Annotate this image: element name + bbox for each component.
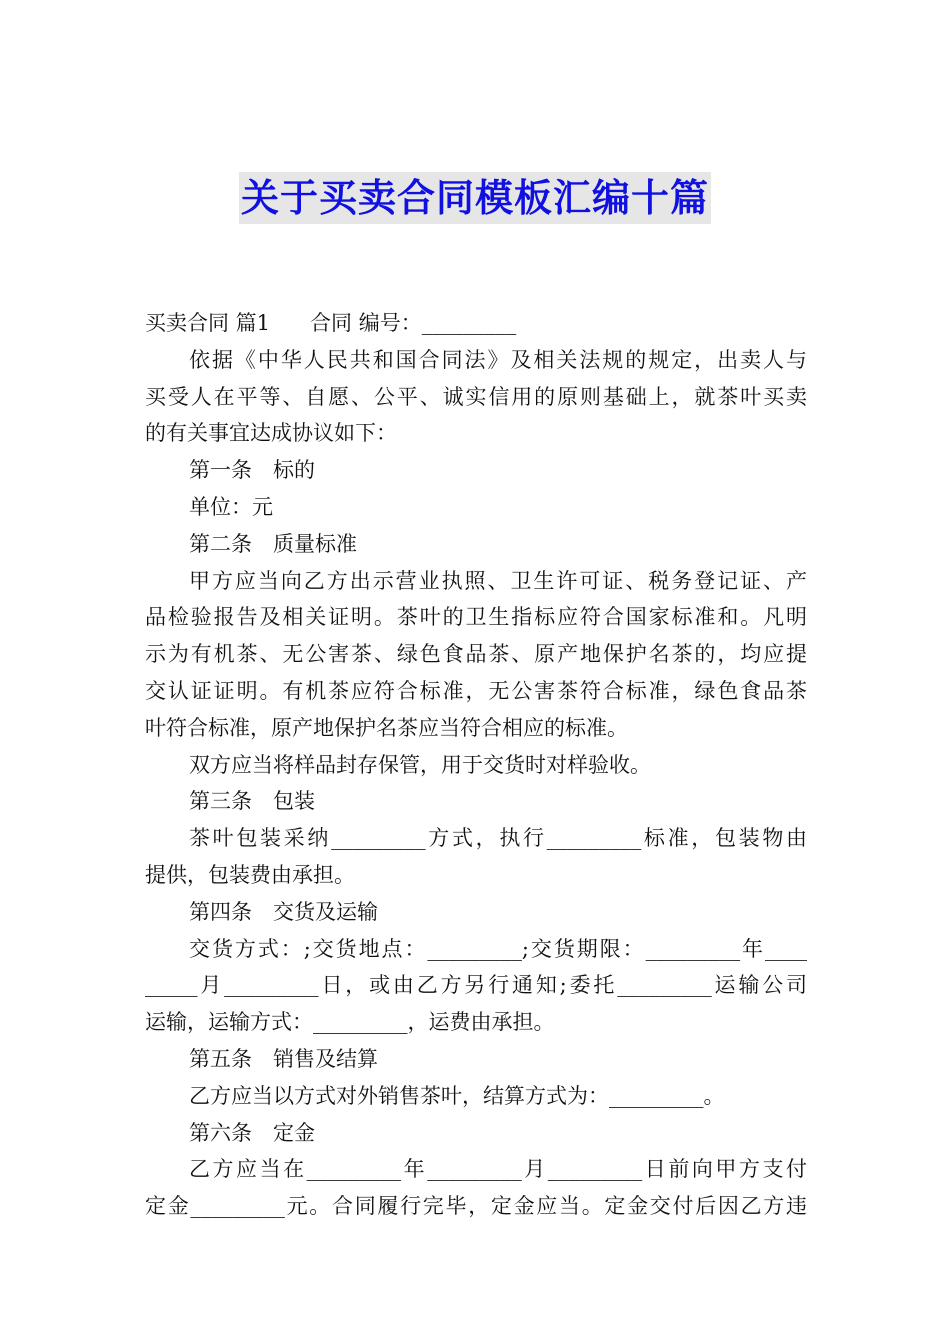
- paragraph-line: 运输，运输方式：_________，运费由承担。: [145, 1010, 555, 1035]
- contract-number: 合同 编号：_________: [310, 311, 517, 335]
- paragraph-line: 交认证证明。有机茶应符合标准，无公害茶符合标准，绿色食品茶: [145, 678, 807, 703]
- paragraph-line: 乙方应当在_________年_________月_________日前向甲方支付: [189, 1157, 807, 1182]
- paragraph-line: 品检验报告及相关证明。茶叶的卫生指标应符合国家标准和。凡明: [145, 605, 807, 630]
- document-title: 关于买卖合同模板汇编十篇: [239, 172, 711, 224]
- paragraph-line: 茶叶包装采纳_________方式，执行_________标准，包装物由: [189, 826, 807, 851]
- contract-heading: 买卖合同 篇1: [145, 311, 271, 335]
- paragraph-line: _____月_________日，或由乙方另行通知;委托_________运输公司: [145, 973, 807, 998]
- paragraph-line: 依据《中华人民共和国合同法》及相关法规的规定，出卖人与: [189, 347, 807, 372]
- paragraph-line: 提供，包装费由承担。: [145, 862, 355, 887]
- paragraph-line: 的有关事宜达成协议如下：: [145, 421, 397, 446]
- article-heading: 第五条 销售及结算: [189, 1046, 378, 1071]
- document-body: [145, 305, 807, 1225]
- paragraph-line: 单位：元: [189, 494, 273, 519]
- paragraph-line: 甲方应当向乙方出示营业执照、卫生许可证、税务登记证、产: [189, 568, 807, 593]
- paragraph-line: 定金_________元。合同履行完毕，定金应当。定金交付后因乙方违: [145, 1194, 807, 1219]
- article-heading: 第二条 质量标准: [189, 531, 357, 556]
- paragraph-line: 交货方式：;交货地点：_________;交货期限：_________年____: [189, 936, 807, 961]
- title-wrap: [0, 172, 950, 224]
- paragraph-line: 乙方应当以方式对外销售茶叶，结算方式为：_________。: [189, 1083, 725, 1108]
- paragraph-line: 叶符合标准，原产地保护名茶应当符合相应的标准。: [145, 715, 628, 740]
- article-heading: 第一条 标的: [189, 458, 315, 483]
- article-heading: 第四条 交货及运输: [189, 899, 378, 924]
- paragraph-line: 双方应当将样品封存保管，用于交货时对样验收。: [189, 752, 651, 777]
- paragraph-line: 示为有机茶、无公害茶、绿色食品茶、原产地保护名茶的，均应提: [145, 642, 807, 667]
- paragraph-line: 买受人在平等、自愿、公平、诚实信用的原则基础上，就茶叶买卖: [145, 384, 807, 409]
- contract-heading-line: [145, 305, 807, 342]
- article-heading: 第六条 定金: [189, 1120, 315, 1145]
- article-heading: 第三条 包装: [189, 789, 315, 814]
